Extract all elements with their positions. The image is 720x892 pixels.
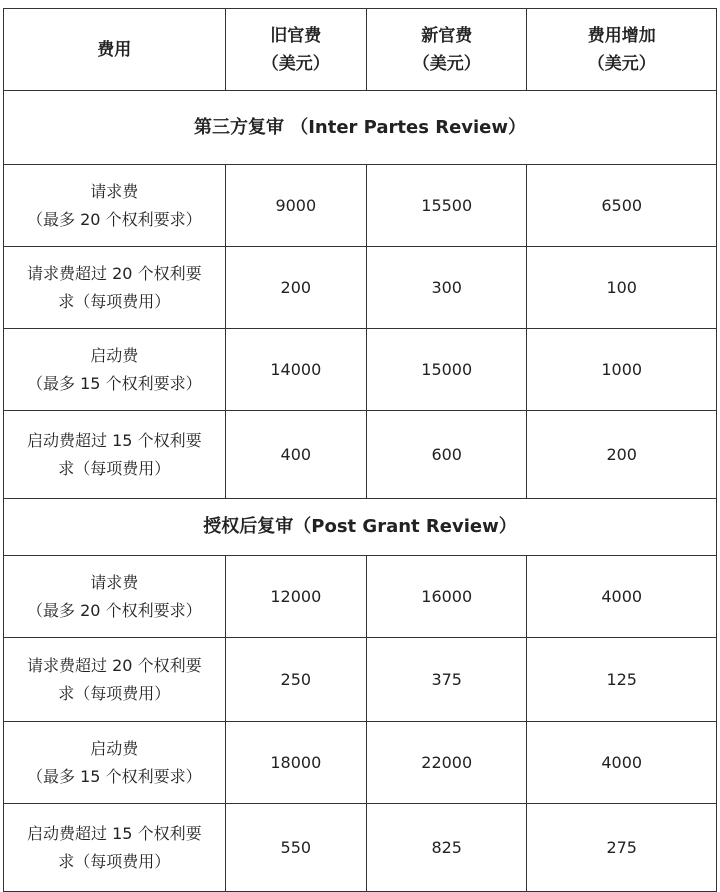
table-row: [4, 165, 717, 247]
table-header-row: [4, 9, 717, 91]
section-title: 授权后复审（Post Grant Review）: [4, 499, 717, 556]
table-row: [4, 638, 717, 722]
table-row: [4, 556, 717, 638]
new-fee-cell: 16000: [367, 556, 527, 638]
new-fee-cell: 22000: [367, 722, 527, 804]
increase-cell: 125: [527, 638, 717, 722]
header-increase-unit: （美元）: [587, 53, 656, 74]
fee-name-cell: [4, 638, 226, 722]
fee-name-cell: [4, 556, 226, 638]
increase-cell: 6500: [527, 165, 717, 247]
header-new-fee-label: 新官费: [421, 25, 473, 46]
fee-name-cell: [4, 411, 226, 499]
fee-name-line2: 求（每项费用）: [58, 291, 171, 311]
table-row: [4, 329, 717, 411]
header-old-fee-unit: （美元）: [261, 53, 330, 74]
new-fee-cell: 15000: [367, 329, 527, 411]
fee-name-cell: [4, 804, 226, 892]
old-fee-cell: 12000: [225, 556, 366, 638]
fee-name-line2: 求（每项费用）: [58, 683, 171, 703]
new-fee-cell: 375: [367, 638, 527, 722]
header-old-fee-label: 旧官费: [270, 25, 322, 46]
old-fee-cell: 250: [225, 638, 366, 722]
fee-table: [3, 8, 717, 892]
header-increase-label: 费用增加: [587, 25, 656, 46]
section-title-row: [4, 499, 717, 556]
new-fee-cell: 600: [367, 411, 527, 499]
old-fee-cell: 200: [225, 247, 366, 329]
header-old-fee: [225, 9, 366, 91]
fee-name-line1: 请求费超过 20 个权利要: [27, 655, 202, 675]
fee-name-line2: 求（每项费用）: [58, 458, 171, 478]
fee-name-line1: 启动费: [90, 345, 139, 365]
table-row: [4, 411, 717, 499]
section-title: 第三方复审 （Inter Partes Review）: [4, 91, 717, 165]
section-title-row: [4, 91, 717, 165]
fee-name-line1: 请求费: [90, 572, 139, 592]
fee-name-line1: 启动费超过 15 个权利要: [27, 823, 202, 843]
header-new-fee-unit: （美元）: [412, 53, 481, 74]
table-row: [4, 804, 717, 892]
fee-name-line1: 启动费: [90, 738, 139, 758]
increase-cell: 1000: [527, 329, 717, 411]
fee-name-line2: （最多 20 个权利要求）: [27, 209, 202, 229]
old-fee-cell: 9000: [225, 165, 366, 247]
increase-cell: 4000: [527, 556, 717, 638]
fee-name-line2: （最多 15 个权利要求）: [27, 373, 202, 393]
increase-cell: 275: [527, 804, 717, 892]
header-fee-label: 费用: [97, 39, 132, 60]
header-fee: [4, 9, 226, 91]
fee-name-line2: 求（每项费用）: [58, 851, 171, 871]
old-fee-cell: 14000: [225, 329, 366, 411]
fee-name-line1: 请求费超过 20 个权利要: [27, 263, 202, 283]
fee-name-line2: （最多 15 个权利要求）: [27, 766, 202, 786]
old-fee-cell: 550: [225, 804, 366, 892]
increase-cell: 4000: [527, 722, 717, 804]
new-fee-cell: 300: [367, 247, 527, 329]
new-fee-cell: 15500: [367, 165, 527, 247]
increase-cell: 100: [527, 247, 717, 329]
header-increase: [527, 9, 717, 91]
fee-name-line1: 请求费: [90, 181, 139, 201]
table-row: [4, 247, 717, 329]
fee-name-cell: [4, 722, 226, 804]
header-new-fee: [367, 9, 527, 91]
fee-name-cell: [4, 329, 226, 411]
old-fee-cell: 400: [225, 411, 366, 499]
old-fee-cell: 18000: [225, 722, 366, 804]
new-fee-cell: 825: [367, 804, 527, 892]
fee-name-line1: 启动费超过 15 个权利要: [27, 430, 202, 450]
increase-cell: 200: [527, 411, 717, 499]
fee-name-line2: （最多 20 个权利要求）: [27, 600, 202, 620]
table-row: [4, 722, 717, 804]
fee-name-cell: [4, 247, 226, 329]
fee-name-cell: [4, 165, 226, 247]
